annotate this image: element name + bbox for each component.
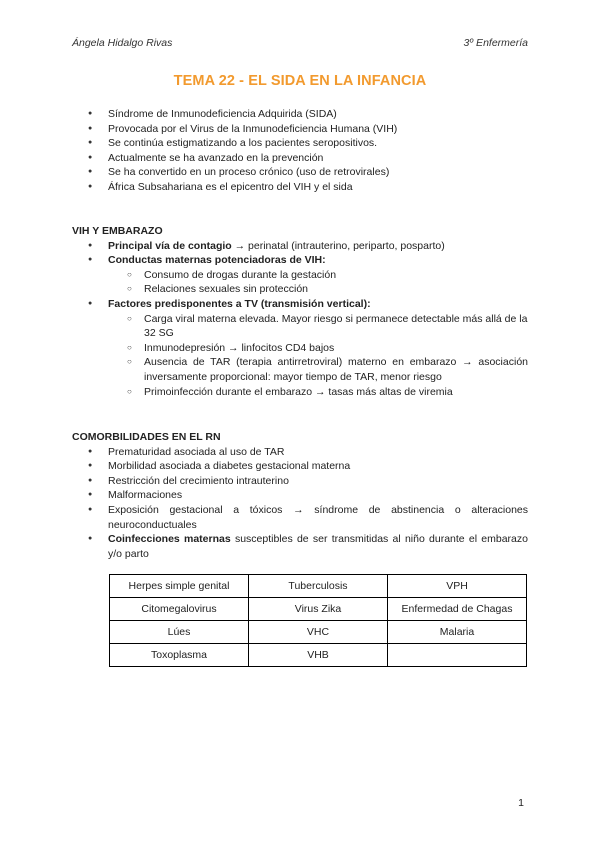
intro-item: ● Síndrome de Inmunodeficiencia Adquirida (SIDA) [72,107,528,122]
table-cell: Malaria [388,621,527,644]
factor-item: ○ Carga viral materna elevada. Mayor riesgo si permanece detectable más allá de la 32 SG [72,312,528,341]
table-row [110,621,527,644]
table-cell: Lúes [110,621,249,644]
factor-item: ○ Inmunodepresión → linfocitos CD4 bajos [72,341,528,356]
intro-item: ● Provocada por el Virus de la Inmunodeficiencia Humana (VIH) [72,122,528,137]
comorb-section [72,430,528,561]
via-text: → perinatal (intrauterino, periparto, posparto) [231,239,445,252]
vih-section [72,224,528,399]
factor-item: ○ Ausencia de TAR (terapia antirretroviral) materno en embarazo → asociación inversamente proporcional: mayor tiempo de TAR, menor riesgo [72,355,528,384]
intro-item: ● África Subsahariana es el epicentro del VIH y el sida [72,180,528,195]
vih-via-item [72,239,528,254]
table-cell [388,644,527,667]
page-title: TEMA 22 - EL SIDA EN LA INFANCIA [173,73,427,89]
table-cell: Tuberculosis [249,575,388,598]
table-row [110,644,527,667]
table-cell: Citomegalovirus [110,598,249,621]
conducta-item: ○ Relaciones sexuales sin protección [72,282,528,297]
conductas-heading: ● Conductas maternas potenciadoras de VIH: [72,253,528,268]
table-cell: VHB [249,644,388,667]
intro-item: ● Se ha convertido en un proceso crónico (uso de retrovirales) [72,165,528,180]
comorb-item: ● Morbilidad asociada a diabetes gestacional materna [72,459,528,474]
conducta-item: ○ Consumo de drogas durante la gestación [72,268,528,283]
intro-item: ● Se continúa estigmatizando a los pacientes seropositivos. [72,136,528,151]
section-heading-comorb: COMORBILIDADES EN EL RN [72,431,221,443]
section-heading-vih: VIH Y EMBARAZO [72,225,163,237]
table-cell: Virus Zika [249,598,388,621]
table-cell: Herpes simple genital [110,575,249,598]
header-course: 3º Enfermería [463,37,528,49]
comorb-item: ● Prematuridad asociada al uso de TAR [72,445,528,460]
page-number: 1 [518,797,524,809]
coinfections-table [109,574,527,667]
coinfecciones-item [72,532,528,561]
factores-heading: ● Factores predisponentes a TV (transmisión vertical): [72,297,528,312]
via-label: Principal vía de contagio [108,239,232,252]
table-cell: Toxoplasma [110,644,249,667]
coinf-text: susceptibles de ser transmitidas al niño durante el embarazo y/o parto [108,533,528,560]
intro-section [72,107,528,195]
comorb-item: ● Exposición gestacional a tóxicos → síndrome de abstinencia o alteraciones neuroconductuales [72,503,528,532]
factor-item: ○ Primoinfección durante el embarazo → tasas más altas de viremia [72,385,528,400]
table-cell: Enfermedad de Chagas [388,598,527,621]
table-row [110,575,527,598]
coinf-label: Coinfecciones maternas [108,533,231,546]
table-cell: VHC [249,621,388,644]
comorb-item: ● Restricción del crecimiento intrauterino [72,474,528,489]
intro-item: ● Actualmente se ha avanzado en la prevención [72,151,528,166]
comorb-item: ● Malformaciones [72,488,528,503]
table-row [110,598,527,621]
header-author: Ángela Hidalgo Rivas [72,37,173,49]
table-cell: VPH [388,575,527,598]
